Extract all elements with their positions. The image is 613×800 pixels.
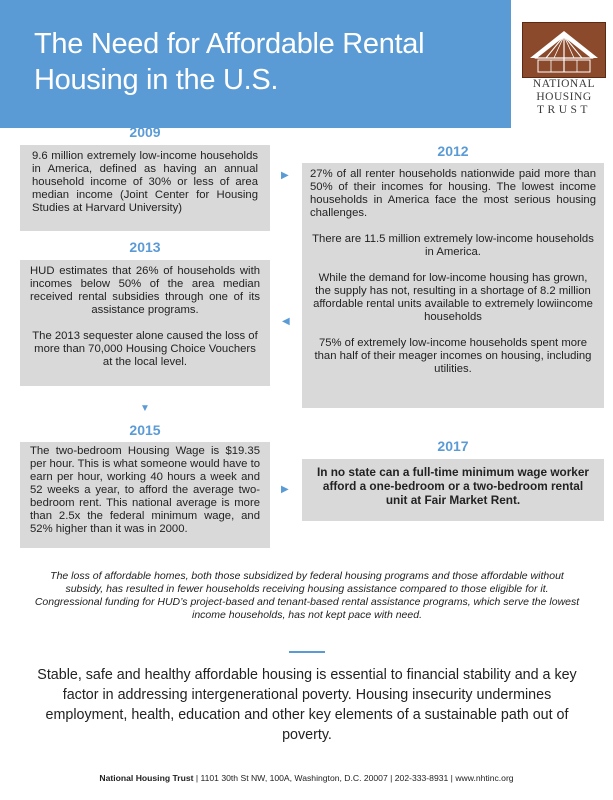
year-2009-heading: 2009 [129,124,161,140]
page-title [34,26,504,98]
box-2009-text: 9.6 million extremely low-income households in America, defined as having an annual household income of 30% or less of area median income (Joint Center for Housing Studies at Harvard University) [32,150,258,214]
footer-org: National Housing Trust [99,773,194,783]
arrow-right-icon: ▶ [281,484,289,495]
closing-statement: Stable, safe and healthy affordable housing is essential to financial stability and a key factor in addressing intergenerational poverty. Housing insecurity undermines employment, health, education and other key elements of a sustainable path out of poverty. [37,667,577,743]
box-2012 [302,163,604,408]
box-2015-text: The two-bedroom Housing Wage is $19.35 per hour. This is what someone would have to earn per hour, working 40 hours a week and 52 weeks a year, to afford the average two-bedroom rent. This national average is more than 2.5x the federal minimum wage, and 52% higher than it was in 2000. [30,445,260,535]
arrow-right-icon: ▶ [281,170,289,181]
logo-line-2: HOUSING [536,91,592,103]
section-divider [289,651,325,653]
title-line-1: The Need for Affordable Rental [34,28,425,60]
box-2017-text: In no state can a full-time minimum wage worker afford a one-bedroom or a two-bedroom rental unit at Fair Market Rent. [316,465,590,507]
box-2009 [20,145,270,231]
house-logo-icon [522,22,606,78]
box-2013-para-2: The 2013 sequester alone caused the loss of more than 70,000 Housing Choice Vouchers at the local level. [32,330,258,368]
box-2013-para-1: HUD estimates that 26% of households with incomes below 50% of the area median received rental subsidies through one of its assistance programs. [30,265,260,316]
box-2012-para-3: While the demand for low-income housing has grown, the supply has not, resulting in a shortage of 8.2 million affordable rental units available to extremely lowiincome households [313,272,593,323]
box-2012-para-4: 75% of extremely low-income households spent more than half of their meager incomes on housing, including utilities. [314,337,592,375]
box-2012-para-2: There are 11.5 million extremely low-income households in America. [312,233,594,258]
footer-sep-1: | [193,773,201,783]
summary-italic: The loss of affordable homes, both those subsidized by federal housing programs and those affordable without subsidy, has resulted in fewer households receiving housing assistance compared to those eligible for it. Congressional funding for HUD’s project-based and tenant-based rental assistance programs, which serve the lowest income households, has not kept pace with need. [34,570,580,621]
logo-line-3: TRUST [537,104,591,116]
footer-phone: 202-333-8931 [394,773,449,783]
box-2017 [302,459,604,521]
year-2015-heading: 2015 [129,422,161,438]
footer [0,773,613,783]
arrow-down-icon: ▼ [140,403,150,414]
nht-logo [522,22,606,117]
year-2012-heading: 2012 [437,143,469,159]
header-banner [0,0,511,128]
logo-wordmark [522,78,606,117]
box-2013 [20,260,270,386]
footer-address: 1101 30th St NW, 100A, Washington, D.C. 20007 [200,773,388,783]
arrow-left-icon: ◀ [282,316,290,327]
footer-sep-2: | [387,773,395,783]
title-line-2: Housing in the U.S. [34,64,279,96]
year-2017-heading: 2017 [437,438,469,454]
footer-web-link[interactable]: www.nhtinc.org [455,773,514,783]
logo-line-1: NATIONAL [532,78,596,90]
footer-sep-3: | [448,773,456,783]
year-2013-heading: 2013 [129,239,161,255]
box-2012-para-1: 27% of all renter households nationwide paid more than 50% of their incomes for housing. The lowest income households in America face the most serious housing challenges. [310,168,596,219]
box-2015 [20,442,270,548]
